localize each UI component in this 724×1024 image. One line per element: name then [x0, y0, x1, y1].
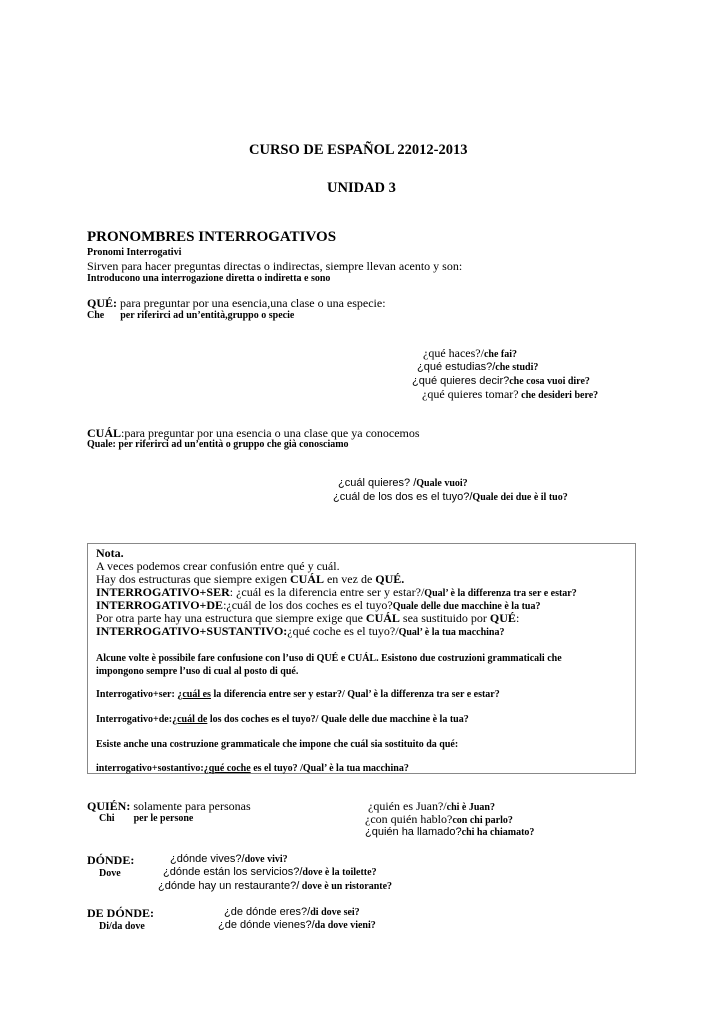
- example-es: ¿dónde están los servicios?/: [163, 866, 303, 878]
- note-line-1: A veces podemos crear confusión entre qué y cuál.: [96, 559, 340, 573]
- text: Interrogativo+de:: [96, 714, 173, 725]
- de-donde-example-2: [218, 919, 376, 931]
- donde-example-2: [163, 866, 377, 878]
- text-underlined: ¿cuál de: [172, 714, 208, 725]
- section-heading-it: Pronomi Interrogativi: [87, 247, 182, 258]
- text: Por otra parte hay una estructura que siempre exige que: [96, 611, 366, 625]
- quien-example-3: [365, 826, 534, 838]
- example-it: che desideri bere?: [518, 390, 599, 401]
- example-es: ¿de dónde vienes?/: [218, 919, 315, 931]
- text-bold: INTERROGATIVO+SER: [96, 585, 230, 599]
- text: :¿cuál de los dos coches es el tuyo?: [223, 598, 393, 612]
- example-it: che fai?: [483, 349, 518, 360]
- text-bold: INTERROGATIVO+SUSTANTIVO:: [96, 624, 288, 638]
- donde-example-3: [158, 880, 392, 892]
- text: sea sustituido por: [399, 611, 490, 625]
- example-it: dove è la toilette?: [302, 867, 377, 878]
- example-it: chi ha chiamato?: [461, 827, 535, 838]
- que-example-2: [417, 361, 538, 373]
- example-es: ¿cuál quieres? /: [338, 477, 417, 489]
- example-es: ¿qué quieres decir?: [412, 375, 510, 387]
- course-title: CURSO DE ESPAÑOL 22012-2013: [249, 142, 468, 158]
- que-desc-it: per riferirci ad un’entità,gruppo o specie: [120, 310, 295, 321]
- cual-example-2: [333, 491, 568, 503]
- example-it: da dove vieni?: [314, 920, 376, 931]
- cual-label: CUÁL: [87, 426, 122, 440]
- text: es el tuyo? /Qual’ è la tua macchina?: [250, 763, 409, 774]
- example-es: ¿de dónde eres?/: [224, 906, 311, 918]
- example-it: Quale vuoi?: [416, 478, 468, 489]
- que-it-line: [87, 310, 294, 321]
- note-example-2: [96, 713, 469, 726]
- note-title: Nota.: [96, 546, 124, 560]
- section-heading: PRONOMBRES INTERROGATIVOS: [87, 229, 337, 245]
- que-label: QUÉ:: [87, 296, 117, 310]
- text: : ¿cuál es la diferencia entre ser y estar?/: [229, 585, 425, 599]
- text-bold: QUÉ.: [375, 572, 405, 586]
- donde-label: DÓNDE:: [87, 853, 135, 867]
- que-example-1: [423, 346, 517, 361]
- example-es: ¿cuál de los dos es el tuyo?/: [333, 491, 473, 503]
- cual-it-line: Quale: per riferirci ad un’entità o gruppo che già conosciamo: [87, 439, 349, 450]
- example-it: dove è un ristorante?: [299, 881, 393, 892]
- note-it-1: Alcune volte è possibile fare confusione con l’uso di QUÉ e CUÁL. Esistono due costruzioni grammaticali che: [96, 653, 562, 664]
- note-example-4: [96, 762, 409, 775]
- example-es: ¿quién es Juan?/: [368, 799, 447, 813]
- example-it: Quale dei due è il tuo?: [472, 492, 568, 503]
- cual-example-1: [338, 477, 468, 489]
- text: interrogativo+sostantivo:: [96, 763, 204, 774]
- unit-title: UNIDAD 3: [327, 180, 396, 196]
- text-bold: QUÉ: [489, 611, 516, 625]
- example-es: ¿con quién hablo?: [365, 812, 453, 826]
- que-desc: para preguntar por una esencia,una clase o una especie:: [117, 296, 386, 310]
- de-donde-label: DE DÓNDE:: [87, 906, 155, 920]
- example-it: che studi?: [495, 362, 539, 373]
- que-label-it: Che: [87, 310, 105, 321]
- example-es: ¿qué quieres tomar?: [422, 387, 519, 401]
- que-example-4: [422, 387, 598, 402]
- example-it: di dove sei?: [310, 907, 360, 918]
- que-example-3: [412, 375, 590, 387]
- text-bold: INTERROGATIVO+DE: [96, 598, 224, 612]
- text-bold: Qual’ è la tua macchina?: [398, 627, 505, 638]
- example-it: dove vivi?: [244, 854, 288, 865]
- quien-desc-it: per le persone: [133, 813, 194, 824]
- example-es: ¿quién ha llamado?: [365, 826, 462, 838]
- intro-es: Sirven para hacer preguntas directas o indirectas, siempre llevan acento y son:: [87, 259, 463, 273]
- quien-label: QUIÉN:: [87, 799, 131, 813]
- quien-definition: [87, 799, 251, 814]
- text: Interrogativo+ser:: [96, 689, 178, 700]
- text-bold: Qual’ è la differenza tra ser e estar?: [424, 588, 577, 599]
- example-it: chi è Juan?: [446, 802, 495, 813]
- de-donde-label-it: Di/da dove: [99, 921, 145, 932]
- text: :: [515, 611, 520, 625]
- text-bold: Quale delle due macchine è la tua?: [392, 601, 541, 612]
- text-underlined: ¿qué coche: [203, 763, 251, 774]
- donde-label-it: Dove: [99, 868, 121, 879]
- example-es: ¿dónde vives?/: [170, 853, 245, 865]
- quien-desc: solamente para personas: [130, 799, 251, 813]
- text-underlined: ¿cuál es: [177, 689, 211, 700]
- note-example-3: Esiste anche una costruzione grammaticale che impone che cuál sia sostituito da qué:: [96, 739, 459, 750]
- example-it: con chi parlo?: [452, 815, 513, 826]
- cual-desc: :para preguntar por una esencia o una clase que ya conocemos: [121, 426, 420, 440]
- que-definition: [87, 296, 386, 311]
- text: la diferencia entre ser y estar?/ Qual’ è la differenza tra ser e estar?: [210, 689, 500, 700]
- intro-it: Introducono una interrogazione diretta o indiretta e sono: [87, 273, 331, 284]
- example-it: che cosa vuoi dire?: [509, 376, 590, 387]
- quien-it-line: [99, 813, 193, 824]
- note-it-2: impongono sempre l’uso di cual al posto di qué.: [96, 666, 299, 677]
- donde-example-1: [170, 853, 288, 865]
- note-example-1: [96, 688, 500, 701]
- text-bold: CUÁL: [365, 611, 400, 625]
- text: Hay dos estructuras que siempre exigen: [96, 572, 290, 586]
- note-line-6: [96, 624, 505, 639]
- example-es: ¿qué estudias?/: [417, 361, 496, 373]
- text: en vez de: [323, 572, 376, 586]
- text-bold: CUÁL: [289, 572, 324, 586]
- note-box: [87, 543, 636, 774]
- quien-example-2: [365, 812, 513, 827]
- text: ¿qué coche es el tuyo?/: [287, 624, 399, 638]
- de-donde-example-1: [224, 906, 360, 918]
- example-es: ¿qué haces?/: [423, 346, 484, 360]
- example-es: ¿dónde hay un restaurante?/: [158, 880, 300, 892]
- text: los dos coches es el tuyo?/ Quale delle due macchine è la tua?: [207, 714, 469, 725]
- quien-label-it: Chi: [99, 813, 115, 824]
